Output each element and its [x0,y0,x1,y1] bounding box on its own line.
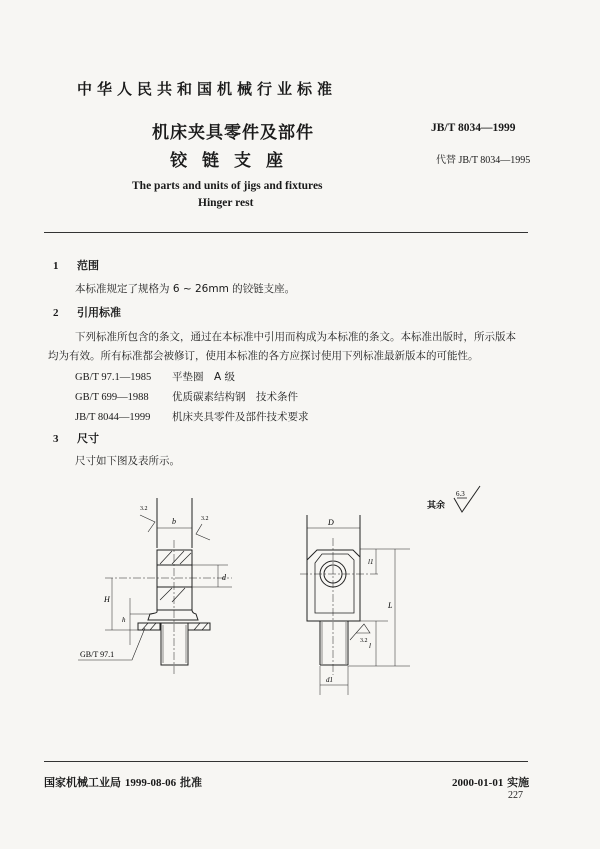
effective-suffix: 实施 [507,776,530,789]
section-number: 3 [53,433,59,445]
svg-text:b: b [172,517,176,526]
roughness-symbol-icon [452,484,486,516]
replaces-standard: 代替 JB/T 8034—1995 [436,155,531,166]
section-2-heading [53,304,121,320]
approved-date: 1999-08-06 [124,777,177,789]
section-2-body-line2: 均为有效。所有标准都会被修订，使用本标准的各方应探讨使用下列标准最新版本的可能性。 [48,350,479,362]
svg-text:H: H [104,595,110,604]
section-number: 1 [53,260,59,272]
svg-text:3.2: 3.2 [360,638,368,644]
header-divider [44,232,528,233]
svg-text:l: l [369,642,371,650]
approved-by: 国家机械工业局 [44,776,121,789]
section-title: 尺寸 [77,432,99,445]
section-2-body-line1: 下列标准所包含的条文，通过在本标准中引用而构成为本标准的条文。本标准出版时，所示版本 [75,331,516,343]
section-title: 范围 [77,259,99,272]
approved-suffix: 批准 [180,776,203,789]
effective-info [452,774,529,790]
svg-text:l1: l1 [368,558,374,566]
reference-code: GB/T 97.1—1985 [75,372,152,383]
roughness-value: 6.3 [456,490,465,498]
section-1-body: 本标准规定了规格为 6 ~ 26mm 的铰链支座。 [75,283,296,295]
svg-text:3.2: 3.2 [201,516,209,522]
svg-text:D: D [328,518,334,527]
section-title: 引用标准 [77,306,121,319]
section-number: 2 [53,307,59,319]
reference-name: 优质碳素结构钢 技术条件 [172,391,298,403]
page-number: 227 [508,790,523,801]
svg-text:d: d [222,573,226,582]
svg-text:h: h [122,616,126,624]
reference-item [75,369,235,384]
reference-code: JB/T 8044—1999 [75,412,151,423]
svg-text:L: L [388,601,393,610]
svg-text:GB/T 97.1: GB/T 97.1 [80,650,115,659]
effective-date: 2000-01-01 [452,777,504,789]
footer-divider [44,761,528,762]
english-title: The parts and units of jigs and fixtures [132,180,323,192]
svg-text:d1: d1 [326,676,333,684]
hinge-rest-section-view [60,490,260,680]
document-subtitle: 铰链支座 [170,151,298,171]
reference-name: 平垫圈 A 级 [172,371,236,383]
section-1-heading [53,257,99,273]
section-3-heading [53,430,99,446]
approval-info [44,774,202,790]
reference-name: 机床夹具零件及部件技术要求 [172,411,309,423]
industry-standard-heading: 中华人民共和国机械行业标准 [77,80,338,98]
standard-number: JB/T 8034—1999 [431,122,516,134]
reference-item [75,389,298,404]
english-subtitle: Hinger rest [198,197,254,209]
section-3-body: 尺寸如下图及表所示。 [75,455,180,467]
reference-code: GB/T 699—1988 [75,392,149,403]
document-title: 机床夹具零件及部件 [152,123,314,143]
reference-item [75,409,309,424]
svg-text:3.2: 3.2 [140,506,148,512]
roughness-other-label: 其余 [427,501,446,511]
hinge-rest-front-view [280,490,440,700]
